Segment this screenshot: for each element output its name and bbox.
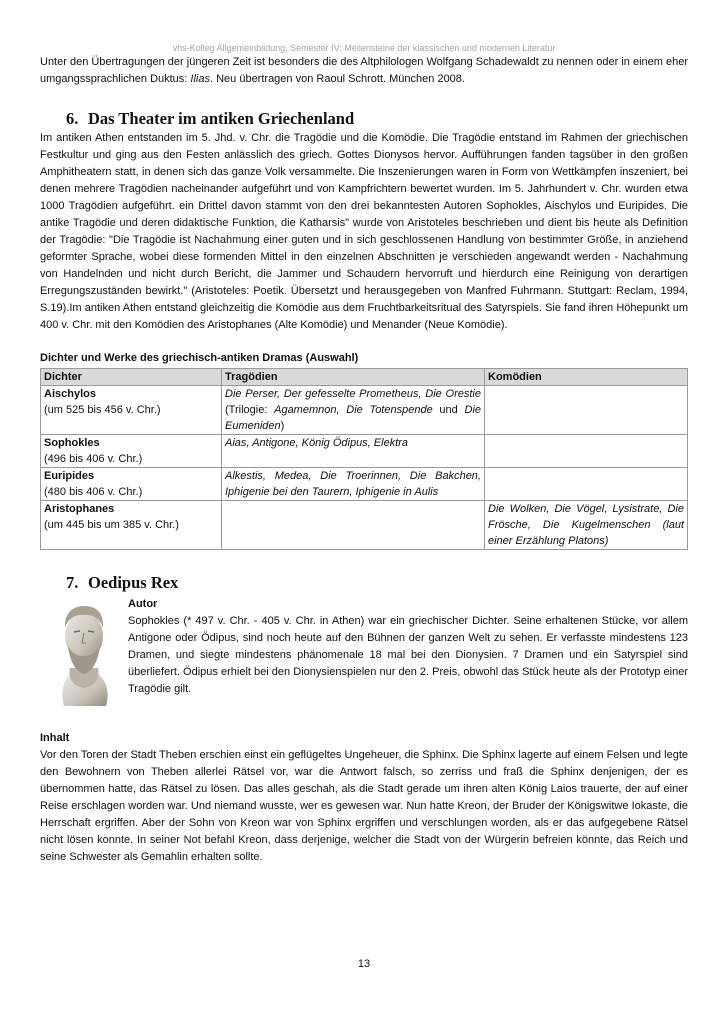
- inhalt-label: Inhalt: [40, 732, 70, 744]
- section-7-heading: [40, 572, 688, 594]
- section-6-number: 6.: [66, 109, 79, 128]
- section-6-heading: [40, 108, 688, 130]
- poet-dates: (um 525 bis 456 v. Chr.): [44, 404, 161, 416]
- sophocles-bust-image: [50, 598, 118, 708]
- tragedy-text: Die Perser, Der gefesselte Prometheus, Die Orestie: [225, 388, 481, 400]
- section-7-title: Oedipus Rex: [88, 573, 179, 592]
- cell-tragoedien: Alkestis, Medea, Die Troerinnen, Die Bakchen, Iphigenie bei den Taurern, Iphigenie in Aulis: [222, 468, 485, 501]
- table-row: [41, 386, 688, 435]
- cell-dichter: [41, 386, 222, 435]
- table-row: [41, 435, 688, 468]
- cell-komoedien: [485, 468, 688, 501]
- section-6-title: Das Theater im antiken Griechenland: [88, 109, 355, 128]
- author-block: [40, 596, 688, 714]
- poet-name: Aischylos: [44, 388, 96, 400]
- tragedy-text: Agamemnon, Die Totenspende: [274, 404, 433, 416]
- table-caption: Dichter und Werke des griechisch-antiken Dramas (Auswahl): [40, 352, 359, 364]
- author-label: Autor: [128, 598, 158, 610]
- cell-dichter: [41, 435, 222, 468]
- intro-text-end: . Neu übertragen von Raoul Schrott. München 2008.: [209, 73, 465, 85]
- poet-dates: (um 445 bis um 385 v. Chr.): [44, 519, 179, 531]
- cell-tragoedien: [222, 501, 485, 550]
- cell-tragoedien: Aias, Antigone, König Ödipus, Elektra: [222, 435, 485, 468]
- author-text: Sophokles (* 497 v. Chr. - 405 v. Chr. in Athen) war ein griechischer Dichter. Seine erhaltenen Stücke, vor allem Antigone oder Ödipus, sind noch heute auf den Bühnen der ganzen Welt zu sehen. Er verfasste mindestens 123 Dramen, und siegte mindestens phänomenale 18 mal bei den Dionysien. 7 Dramen und ein Satyrspiel sind überliefert. Ödipus erhielt bei den Dionysienspielen nur den 2. Preis, obwohl das Stück heute als der Prototyp einer Tragödie gilt.: [128, 615, 688, 695]
- poet-name: Aristophanes: [44, 503, 115, 515]
- col-header-komoedien: Komödien: [485, 369, 688, 386]
- poet-dates: (480 bis 406 v. Chr.): [44, 486, 143, 498]
- cell-komoedien: [485, 435, 688, 468]
- tragedy-text: und: [432, 404, 465, 416]
- section-7-number: 7.: [66, 573, 79, 592]
- table-row: [41, 501, 688, 550]
- section-6-body: Im antiken Athen entstanden im 5. Jhd. v. Chr. die Tragödie und die Komödie. Die Tragödie entstand im Rahmen der griechischen Festkultur und ging aus den Festen anlässlich des griech. Gottes Dionysos hervor. Aufführungen fanden tagsüber in den großen Amphitheatern statt, in denen sich das ganze Volk versammelte. Die Inszenierungen waren in Form von Wettkämpfen inszeniert, bei denen mehrere Tragödien nacheinander aufgeführt und von Kampfrichtern bewertet wurden. Im 5. Jahrhundert v. Chr. wurden etwa 1000 Tragödien aufgeführt. ein Drittel davon stammt von den drei bekanntesten Autoren Sophokles, Aischylos und Euripides. Die antike Tragödie und deren didaktische Funktion, die Katharsis" wurde von Aristoteles beschrieben und dient bis heute als Definition der Tragödie: "Die Tragödie ist Nachahmung einer guten und in sich geschlossenen Handlung von bestimmter Größe, in anziehend geformter Sprache, wobei diese formenden Mittel in den einzelnen Abschnitten je verschieden angewandt werden - Nachahmung von Handelnden und nicht durch Bericht, die Jammer und Schaudern hervorruft und hierdurch eine Reinigung von derartigen Erregungszuständen bewirkt." (Aristoteles: Poetik. Übersetzt und herausgegeben von Manfred Fuhrmann. Stuttgart: Reclam, 1994, S.19).Im antiken Athen entstand gleichzeitig die Komödie aus dem Fruchtbarkeitsritual des Satyrspiels. Sie fand ihren Höhepunkt um 400 v. Chr. mit den Komödien des Aristophanes (Alte Komödie) und Menander (Neue Komödie).: [40, 132, 688, 331]
- table-header-row: [41, 369, 688, 386]
- col-header-dichter: Dichter: [41, 369, 222, 386]
- cell-tragoedien: [222, 386, 485, 435]
- intro-text: Unter den Übertragungen der jüngeren Zeit ist besonders die des Altphilologen Wolfgang Schadewaldt zu nennen oder in einem eher umgangssprachlichen Duktus:: [40, 56, 689, 85]
- poet-dates: (496 bis 406 v. Chr.): [44, 453, 143, 465]
- cell-dichter: [41, 501, 222, 550]
- dramas-table: [40, 368, 688, 550]
- tragedy-text: Die Eumeniden: [225, 404, 482, 432]
- page-content: [40, 42, 688, 866]
- page-number: 13: [357, 958, 371, 970]
- intro-paragraph: [40, 54, 688, 88]
- intro-ilias: Ilias: [190, 73, 210, 85]
- poet-name: Euripides: [44, 470, 95, 482]
- poet-name: Sophokles: [44, 437, 100, 449]
- col-header-tragoedien: Tragödien: [222, 369, 485, 386]
- tragedy-text: ): [280, 420, 285, 432]
- table-row: [41, 468, 688, 501]
- inhalt-text: Vor den Toren der Stadt Theben erschien einst ein geflügeltes Ungeheuer, die Sphinx. Die Sphinx lagerte auf einem Felsen und legte den Bewohnern von Theben allerlei Rätsel vor, war die Antwort falsch, so zerriss und fraß die Sphinx denjenigen, der es übernommen hatte, das Rätsel zu lösen. Das alles geschah, als die Stadt gerade um ihren alten König Laios trauerte, der auf einer Reise erschlagen worden war. Und niemand wusste, wer es gewesen war. Nun hatte Kreon, der Bruder der Königswitwe Iokaste, die Herrschaft ergriffen. Aber der Sohn von Kreon war von Sphinx ergriffen und verschlungen worden, als er das aufgegebene Rätsel nicht lösen konnte. In seiner Not befahl Kreon, dass derjenige, welcher die Stadt von der Würgerin befreien könnte, das Reich und seine Schwester als Gemahlin erhalten sollte.: [40, 749, 688, 863]
- tragedy-text: (Trilogie:: [225, 404, 275, 416]
- cell-dichter: [41, 468, 222, 501]
- author-text-block: [128, 596, 688, 698]
- running-header: vhs-Kolleg Allgemeinbildung, Semester IV: Meilensteine der klassischen und modernen Literatur: [172, 43, 556, 53]
- cell-komoedien: Die Wolken, Die Vögel, Lysistrate, Die Frösche, Die Kugelmenschen (laut einer Erzählung Platons): [485, 501, 688, 550]
- cell-komoedien: [485, 386, 688, 435]
